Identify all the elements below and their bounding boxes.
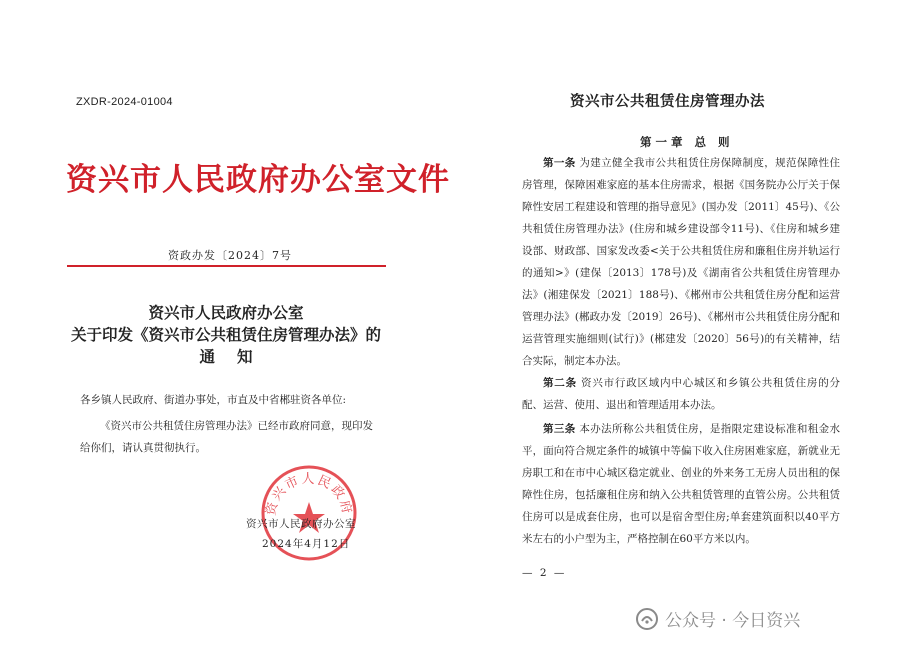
recipients: 各乡镇人民政府、街道办事处，市直及中省郴驻资各单位: — [80, 394, 347, 406]
notice-title-line-3: 通知 — [199, 347, 275, 366]
document-number: 资政办发〔2024〕7号 — [168, 249, 292, 262]
article-heading: 第一条 — [543, 157, 576, 169]
seal-text: 资兴市人民政府 — [263, 472, 355, 518]
document-code: ZXDR-2024-01004 — [76, 96, 173, 108]
red-divider — [67, 265, 386, 267]
right-page — [450, 0, 899, 657]
chapter-heading: 第一章 总 则 — [640, 135, 734, 149]
red-header-title: 资兴市人民政府办公室文件 — [66, 162, 450, 198]
notice-title-line-1: 资兴市人民政府办公室 — [148, 303, 304, 322]
left-page — [0, 0, 449, 657]
article — [522, 418, 840, 550]
notice-body: 《资兴市公共租赁住房管理办法》已经市政府同意，现印发给你们，请认真贯彻执行。 — [80, 420, 373, 454]
page-number: — 2 — — [522, 567, 567, 579]
signature-organization: 资兴市人民政府办公室 — [246, 518, 356, 530]
article — [522, 152, 840, 372]
article-heading: 第二条 — [543, 377, 577, 389]
notice-title-line-2: 关于印发《资兴市公共租赁住房管理办法》的 — [70, 325, 381, 344]
watermark — [635, 606, 800, 631]
article-text: 为建立健全我市公共租赁住房保障制度，规范保障性住房管理，保障困难家庭的基本住房需求，根据《国务院办公厅关于保障性安居工程建设和管理的指导意见》(国办发〔2011〕45号)、《公共租赁住房管理办法》(住房和城乡建设部令11号)、《住房和城乡建设部、财政部、国家发改委<关于公共租赁住房和廉租住房并轨运行的通知>》(建保〔2013〕178号)及《湖南省公共租赁住房管理办法》(湘建保发〔2021〕188号)、《郴州市公共租赁住房分配和运营管理办法》(郴政办发〔2019〕26号)、《郴州市公共租赁住房分配和运营管理实施细则(试行)》(郴建发〔2020〕56号)的有关精神，结合实际，制定本办法。 — [522, 157, 841, 367]
wechat-official-account-icon — [635, 607, 659, 631]
article-text: 本办法所称公共租赁住房，是指限定建设标准和租金水平，面向符合规定条件的城镇中等偏下收入住房困难家庭，新就业无房职工和在市中心城区稳定就业、创业的外来务工无房人员出租的保障性住房，包括廉租住房和纳入公共租赁管理的直管公房。公共租赁住房可以是成套住房，也可以是宿舍型住房;单套建筑面积以40平方米左右的小户型为主，严格控制在60平方米以内。 — [522, 423, 841, 545]
article-text: 资兴市行政区域内中心城区和乡镇公共租赁住房的分配、运营、使用、退出和管理适用本办法。 — [522, 377, 841, 411]
signature-date: 2024年4月12日 — [262, 538, 351, 550]
regulation-title: 资兴市公共租赁住房管理办法 — [570, 93, 765, 110]
watermark-text: 公众号 · 今日资兴 — [665, 611, 801, 631]
article-heading: 第三条 — [543, 423, 576, 435]
article — [522, 372, 840, 416]
notice-title — [70, 302, 382, 368]
